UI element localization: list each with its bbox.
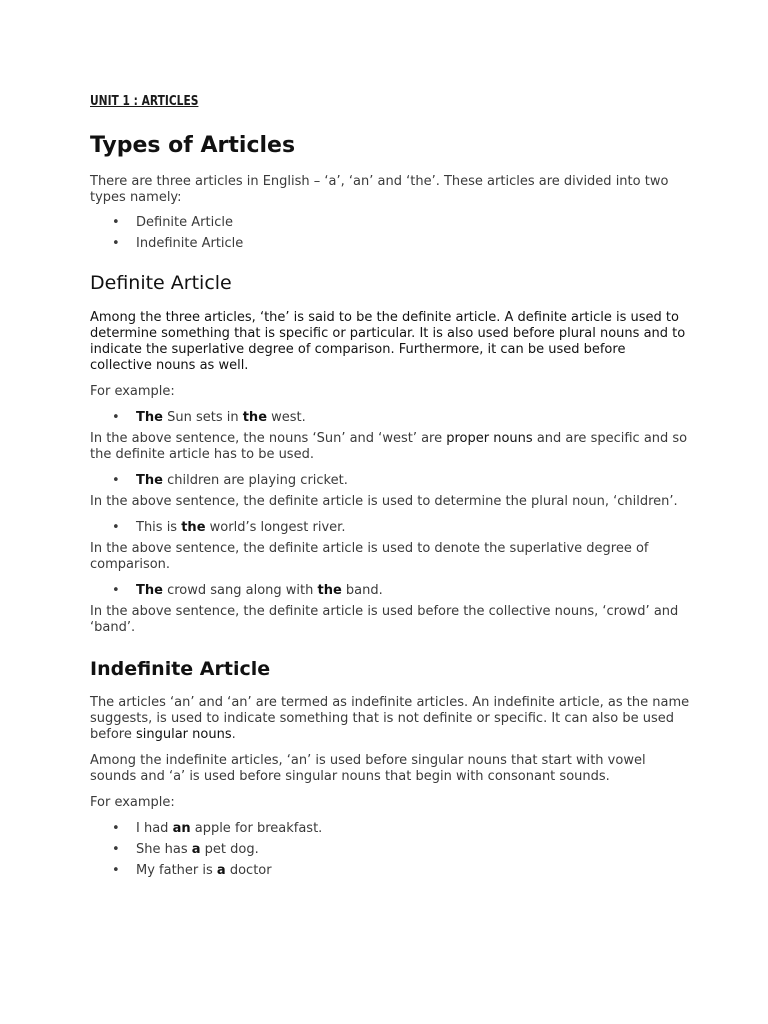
bullet-icon: • bbox=[112, 236, 120, 251]
definite-heading: Definite Article bbox=[90, 272, 232, 294]
bullet-icon: • bbox=[112, 473, 120, 488]
list-item: • I had an apple for breakfast. bbox=[112, 821, 323, 836]
list-item: • This is the world’s longest river. bbox=[112, 520, 346, 535]
types-heading: Types of Articles bbox=[90, 133, 296, 158]
indefinite-heading: Indefinite Article bbox=[90, 658, 271, 680]
indefinite-examples bbox=[90, 821, 690, 879]
definite-example-1 bbox=[90, 410, 690, 426]
list-item: • The children are playing cricket. bbox=[112, 473, 348, 488]
singular-nouns-link[interactable]: singular nouns bbox=[135, 727, 232, 742]
definite-explanation-3: In the above sentence, the definite article is used to denote the superlative degree of comparison. bbox=[90, 541, 649, 572]
bullet-icon: • bbox=[112, 583, 120, 598]
definite-explanation-2: In the above sentence, the definite article is used to determine the plural noun, ‘children’. bbox=[90, 494, 678, 509]
proper-nouns-link[interactable]: proper nouns bbox=[446, 431, 533, 446]
bullet-icon: • bbox=[112, 215, 120, 230]
definite-example-4 bbox=[90, 583, 690, 599]
types-intro: There are three articles in English – ‘a’, ‘an’ and ‘the’. These articles are divided into two types namely: bbox=[90, 174, 669, 205]
list-item: • My father is a doctor bbox=[112, 863, 272, 878]
definite-explanation-1: In the above sentence, the nouns ‘Sun’ and ‘west’ are proper nouns and are specific and so the definite article has to be used. bbox=[90, 431, 688, 462]
indefinite-for-example: For example: bbox=[90, 795, 175, 810]
list-item: • Indefinite Article bbox=[112, 236, 244, 251]
document-page bbox=[90, 92, 690, 879]
list-item: • The crowd sang along with the band. bbox=[112, 583, 383, 598]
definite-for-example: For example: bbox=[90, 384, 175, 399]
bullet-icon: • bbox=[112, 821, 120, 836]
types-list bbox=[90, 215, 690, 252]
bullet-icon: • bbox=[112, 842, 120, 857]
indefinite-intro: The articles ‘an’ and ‘an’ are termed as indefinite articles. An indefinite article, as the name suggests, is used to indicate something that is not definite or specific. It can also be used before singular nouns. bbox=[90, 695, 690, 742]
definite-explanation-4: In the above sentence, the definite article is used before the collective nouns, ‘crowd’ and ‘band’. bbox=[90, 604, 679, 635]
list-item: • Definite Article bbox=[112, 215, 233, 230]
list-item: • She has a pet dog. bbox=[112, 842, 259, 857]
unit-title: UNIT 1 : ARTICLES bbox=[90, 94, 199, 109]
definite-intro: Among the three articles, ‘the’ is said to be the definite article. A definite article is used to determine something that is specific or particular. It is also used before plural nouns and to indicate the superlative degree of comparison. Furthermore, it can be used before collective nouns as well. bbox=[90, 310, 686, 373]
definite-example-3 bbox=[90, 520, 690, 536]
bullet-icon: • bbox=[112, 410, 120, 425]
bullet-icon: • bbox=[112, 520, 120, 535]
bullet-icon: • bbox=[112, 863, 120, 878]
list-item: • The Sun sets in the west. bbox=[112, 410, 306, 425]
indefinite-para-2: Among the indefinite articles, ‘an’ is used before singular nouns that start with vowel sounds and ‘a’ is used before singular nouns that begin with consonant sounds. bbox=[90, 753, 646, 784]
definite-example-2 bbox=[90, 473, 690, 489]
